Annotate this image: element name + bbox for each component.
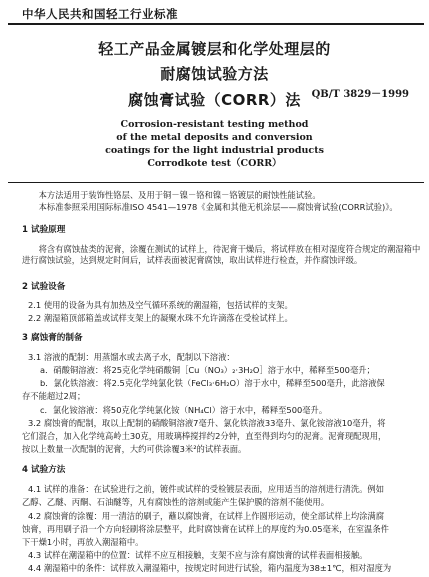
english-title-line-1: Corrosion-resistant testing method <box>120 119 309 130</box>
clause-4-4: 4.4 潮湿箱中的条件：试样放入潮湿箱中，按规定时间进行试验，箱内温度为38±1℃，相对湿度为 <box>28 563 392 573</box>
clause-3-2: 3.2 腐蚀膏的配制，取以上配制的硝酸铜溶液7毫升、氯化铁溶液33毫升、氯化铵溶液10毫升，将 <box>28 418 386 428</box>
section-1-heading: 1 试验原理 <box>22 225 66 235</box>
standard-number: QB/T 3829－1999 <box>311 89 409 100</box>
english-title-line-4: Corrodkote test（CORR） <box>147 158 282 169</box>
title-divider <box>8 182 424 183</box>
clause-3-1-a: a．硝酸铜溶液：将25克化学纯硝酸铜［Cu（NO₃）₂·3H₂O］溶于水中，稀释至500毫升； <box>40 365 375 375</box>
clause-3-1-b-cont: 存不能超过2周； <box>22 391 86 401</box>
clause-2-2: 2.2 潮湿箱顶部箱盖或试样支架上的凝聚水珠不允许滴落在受检试样上。 <box>28 313 293 323</box>
reference-statement: 本标准参照采用国际标准ISO 4541—1978《金属和其他无机涂层——腐蚀膏试验(CORR试验)》。 <box>38 202 398 212</box>
title-line-1: 轻工产品金属镀层和化学处理层的 <box>98 40 331 58</box>
clause-4-3: 4.3 试样在潮湿箱中的位置：试样不应互相接触，支架不应与涂有腐蚀膏的试样表面相接触。 <box>28 550 368 560</box>
clause-4-2-cont-2: 下干燥1小时，再放入潮湿箱中。 <box>22 537 144 547</box>
clause-3-2-cont-2: 按以上数量一次配制的泥膏，大约可供涂覆3米²的试样表面。 <box>22 444 247 454</box>
scope-statement: 本方法适用于装饰性铬层、及用于铜－镍－铬和镍－铬镀层的耐蚀性能试验。 <box>38 190 321 200</box>
clause-4-2: 4.2 腐蚀膏的涂覆：用一清洁的刷子，蘸以腐蚀膏，在试样上作圆形运动，使全部试样上均涂满腐 <box>28 511 385 521</box>
clause-3-2-cont-1: 它们混合，加入化学纯高岭土30克，用玻璃棒搅拌约2分钟，直至得到均匀的泥膏。泥膏现配现用， <box>22 431 387 441</box>
clause-2-1: 2.1 使用的设备为具有加热及空气循环系统的潮湿箱，包括试样的支架。 <box>28 300 293 310</box>
section-1-body: 将含有腐蚀盐类的泥膏，涂覆在测试的试样上，待泥膏干燥后，将试样放在相对湿度符合规定的潮湿箱中进行腐蚀试验，达到规定时间后，试样表面被泥膏腐蚀，取出试样进行检查，并作腐蚀评级。 <box>22 244 421 265</box>
header-rule <box>8 23 424 25</box>
section-4-heading: 4 试验方法 <box>22 465 66 475</box>
english-title-line-2: of the metal deposits and conversion <box>116 132 313 143</box>
clause-3-1-c: c．氯化铵溶液：将50克化学纯氯化铵（NH₄Cl）溶于水中，稀释至500毫升。 <box>40 405 328 415</box>
section-3-heading: 3 腐蚀膏的制备 <box>22 333 83 343</box>
title-line-3: 腐蚀膏试验（CORR）法 <box>128 91 301 109</box>
title-line-2: 耐腐蚀试验方法 <box>160 65 269 83</box>
clause-4-2-cont-1: 蚀膏，再用刷子沿一个方向轻刷将涂层整平，此时腐蚀膏在试样上的厚度约为0.05毫米，在室温条件 <box>22 524 389 534</box>
clause-3-1-b: b．氯化铁溶液：将2.5克化学纯氯化铁（FeCl₃·6H₂O）溶于水中，稀释至500毫升，此溶液保 <box>40 378 385 388</box>
clause-3-1: 3.1 溶液的配制：用蒸馏水或去离子水，配制以下溶液： <box>28 352 235 362</box>
english-title-line-3: coatings for the light industrial products <box>105 145 324 156</box>
standard-category-header: 中华人民共和国轻工行业标准 <box>22 7 178 21</box>
section-2-heading: 2 试验设备 <box>22 282 66 292</box>
clause-4-1-cont: 乙醇、乙醚、丙酮、石油醚等，凡有腐蚀性的溶剂或能产生保护膜的溶剂不能使用。 <box>22 497 329 507</box>
clause-4-1: 4.1 试样的准备：在试验进行之前，镀件或试样的受检镀层表面，应用适当的溶剂进行清洗。例如 <box>28 484 385 494</box>
